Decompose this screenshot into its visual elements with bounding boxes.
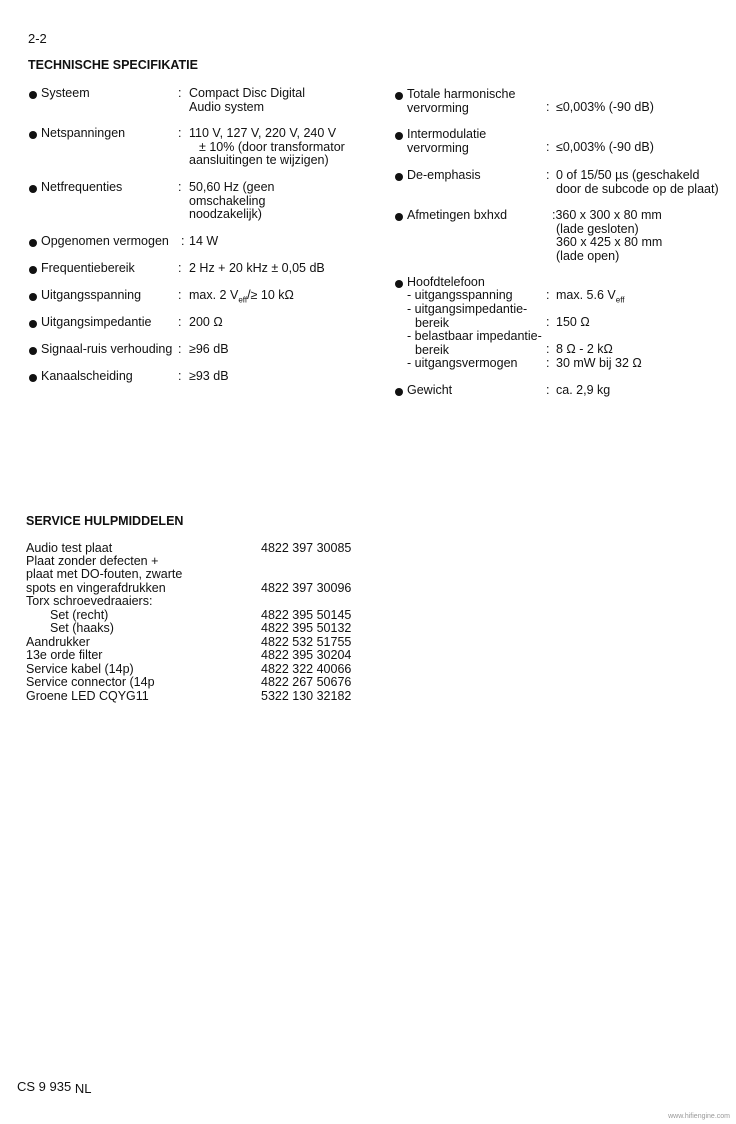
section-title-service-tools: SERVICE HULPMIDDELEN [26, 514, 184, 528]
spec-value-hp-uitgangsvermogen: 30 mW bij 32 Ω [556, 356, 642, 370]
spec-value-afmetingen: :360 x 300 x 80 mm (lade gesloten) 360 x 425 x 80 mm (lade open) [552, 208, 663, 263]
tool-item: 13e orde filter [26, 648, 103, 662]
spec-label-signaal-ruis: Signaal-ruis verhouding [41, 342, 173, 356]
tool-part-number: 4822 395 50132 [261, 621, 352, 635]
spec-value-frequentiebereik: 2 Hz + 20 kHz ± 0,05 dB [189, 261, 325, 275]
spec-label-gewicht: Gewicht [407, 383, 453, 397]
page-number: 2-2 [28, 31, 47, 46]
spec-sublabel-belastbaar: - belastbaar impedantie- bereik [407, 329, 542, 357]
bullet-icon [29, 91, 37, 99]
tool-part-number: 4822 397 30085 [261, 541, 352, 555]
spec-label-uitgangsspanning: Uitgangsspanning [41, 288, 142, 302]
tool-item: Service connector (14p [26, 675, 155, 689]
spec-label-afmetingen: Afmetingen bxhxd [407, 208, 508, 222]
spec-sublabel-uitgangsvermogen: - uitgangsvermogen [407, 356, 518, 370]
spec-value-kanaalscheiding: ≥93 dB [189, 369, 229, 383]
tool-item: Groene LED CQYG11 [26, 689, 149, 703]
spec-value-gewicht: ca. 2,9 kg [556, 383, 611, 397]
spec-label-frequentiebereik: Frequentiebereik [41, 261, 135, 275]
spec-value-hp-uitgangsspanning: max. 5.6 $V_{eff}$ [556, 288, 625, 305]
spec-value-hp-impedantie: 150 Ω [556, 315, 590, 329]
bullet-icon [395, 132, 403, 140]
bullet-icon [395, 388, 403, 396]
spec-colon: : [546, 315, 550, 329]
tool-part-number: 4822 397 30096 [261, 581, 352, 595]
spec-label-imd: Intermodulatie vervorming [407, 127, 487, 155]
spec-colon: : [178, 86, 182, 100]
bullet-icon [29, 374, 37, 382]
tool-item: plaat met DO-fouten, zwarte [26, 567, 183, 581]
spec-value-signaal-ruis: ≥96 dB [189, 342, 229, 356]
spec-value-thd: ≤0,003% (-90 dB) [556, 100, 654, 114]
spec-colon: : [546, 140, 550, 154]
tool-part-number: 5322 130 32182 [261, 689, 352, 703]
bullet-icon [29, 266, 37, 274]
tool-part-number: 4822 395 30204 [261, 648, 352, 662]
spec-colon: : [178, 261, 182, 275]
spec-label-kanaalscheiding: Kanaalscheiding [41, 369, 133, 383]
spec-value-opgenomen-vermogen: 14 W [189, 234, 219, 248]
spec-value-imd: ≤0,003% (-90 dB) [556, 140, 654, 154]
bullet-icon [29, 320, 37, 328]
spec-value-netspanningen: 110 V, 127 V, 220 V, 240 V ± 10% (door transformator aansluitingen te wijzigen) [189, 126, 345, 167]
spec-colon: : [546, 288, 550, 302]
document-code: CS 9 935 NL [17, 1079, 92, 1096]
section-title-specs: TECHNISCHE SPECIFIKATIE [28, 58, 198, 72]
spec-label-de-emphasis: De-emphasis [407, 168, 481, 182]
spec-colon: : [546, 100, 550, 114]
bullet-icon [29, 131, 37, 139]
spec-colon: : [178, 288, 182, 302]
spec-colon: : [546, 383, 550, 397]
spec-value-uitgangsspanning: max. 2 $V_{eff}/\ge 10$ kΩ [189, 288, 294, 305]
spec-label-systeem: Systeem [41, 86, 90, 100]
spec-label-netfrequenties: Netfrequenties [41, 180, 123, 194]
bullet-icon [29, 239, 37, 247]
tool-item: Plaat zonder defecten + [26, 554, 159, 568]
tool-item: Service kabel (14p) [26, 662, 134, 676]
bullet-icon [29, 185, 37, 193]
tool-part-number: 4822 322 40066 [261, 662, 352, 676]
bullet-icon [395, 92, 403, 100]
tool-item: Set (haaks) [50, 621, 114, 635]
tool-item: Torx schroevedraaiers: [26, 594, 153, 608]
spec-colon: : [178, 369, 182, 383]
spec-value-systeem: Compact Disc Digital Audio system [189, 86, 306, 114]
spec-colon: : [181, 234, 185, 248]
spec-colon: : [178, 315, 182, 329]
tool-item: Audio test plaat [26, 541, 113, 555]
tool-part-number: 4822 395 50145 [261, 608, 352, 622]
spec-colon: : [546, 356, 550, 370]
spec-label-netspanningen: Netspanningen [41, 126, 126, 140]
spec-sublabel-uitgangsimpedantie: - uitgangsimpedantie- bereik [407, 302, 528, 330]
spec-colon: : [178, 126, 182, 140]
tool-item: Aandrukker [26, 635, 90, 649]
spec-value-hp-belastbaar: 8 Ω - 2 kΩ [556, 342, 613, 356]
spec-colon: : [178, 180, 182, 194]
spec-label-opgenomen-vermogen: Opgenomen vermogen [41, 234, 169, 248]
tool-part-number: 4822 267 50676 [261, 675, 352, 689]
tool-item: spots en vingerafdrukken [26, 581, 166, 595]
watermark: www.hifiengine.com [668, 1113, 730, 1120]
spec-sublabel-uitgangsspanning: - uitgangsspanning [407, 288, 513, 302]
spec-label-thd: Totale harmonische vervorming [407, 87, 516, 115]
bullet-icon [395, 213, 403, 221]
spec-label-hoofdtelefoon: Hoofdtelefoon [407, 275, 485, 289]
spec-value-netfrequenties: 50,60 Hz (geen omschakeling noodzakelijk) [189, 180, 275, 221]
bullet-icon [29, 347, 37, 355]
bullet-icon [29, 293, 37, 301]
spec-colon: : [546, 168, 550, 182]
bullet-icon [395, 173, 403, 181]
tool-item: Set (recht) [50, 608, 109, 622]
spec-value-uitgangsimpedantie: 200 Ω [189, 315, 223, 329]
spec-colon: : [178, 342, 182, 356]
spec-label-uitgangsimpedantie: Uitgangsimpedantie [41, 315, 152, 329]
spec-value-de-emphasis: 0 of 15/50 µs (geschakeld door de subcode op de plaat) [556, 168, 719, 196]
spec-colon: : [546, 342, 550, 356]
tool-part-number: 4822 532 51755 [261, 635, 352, 649]
bullet-icon [395, 280, 403, 288]
